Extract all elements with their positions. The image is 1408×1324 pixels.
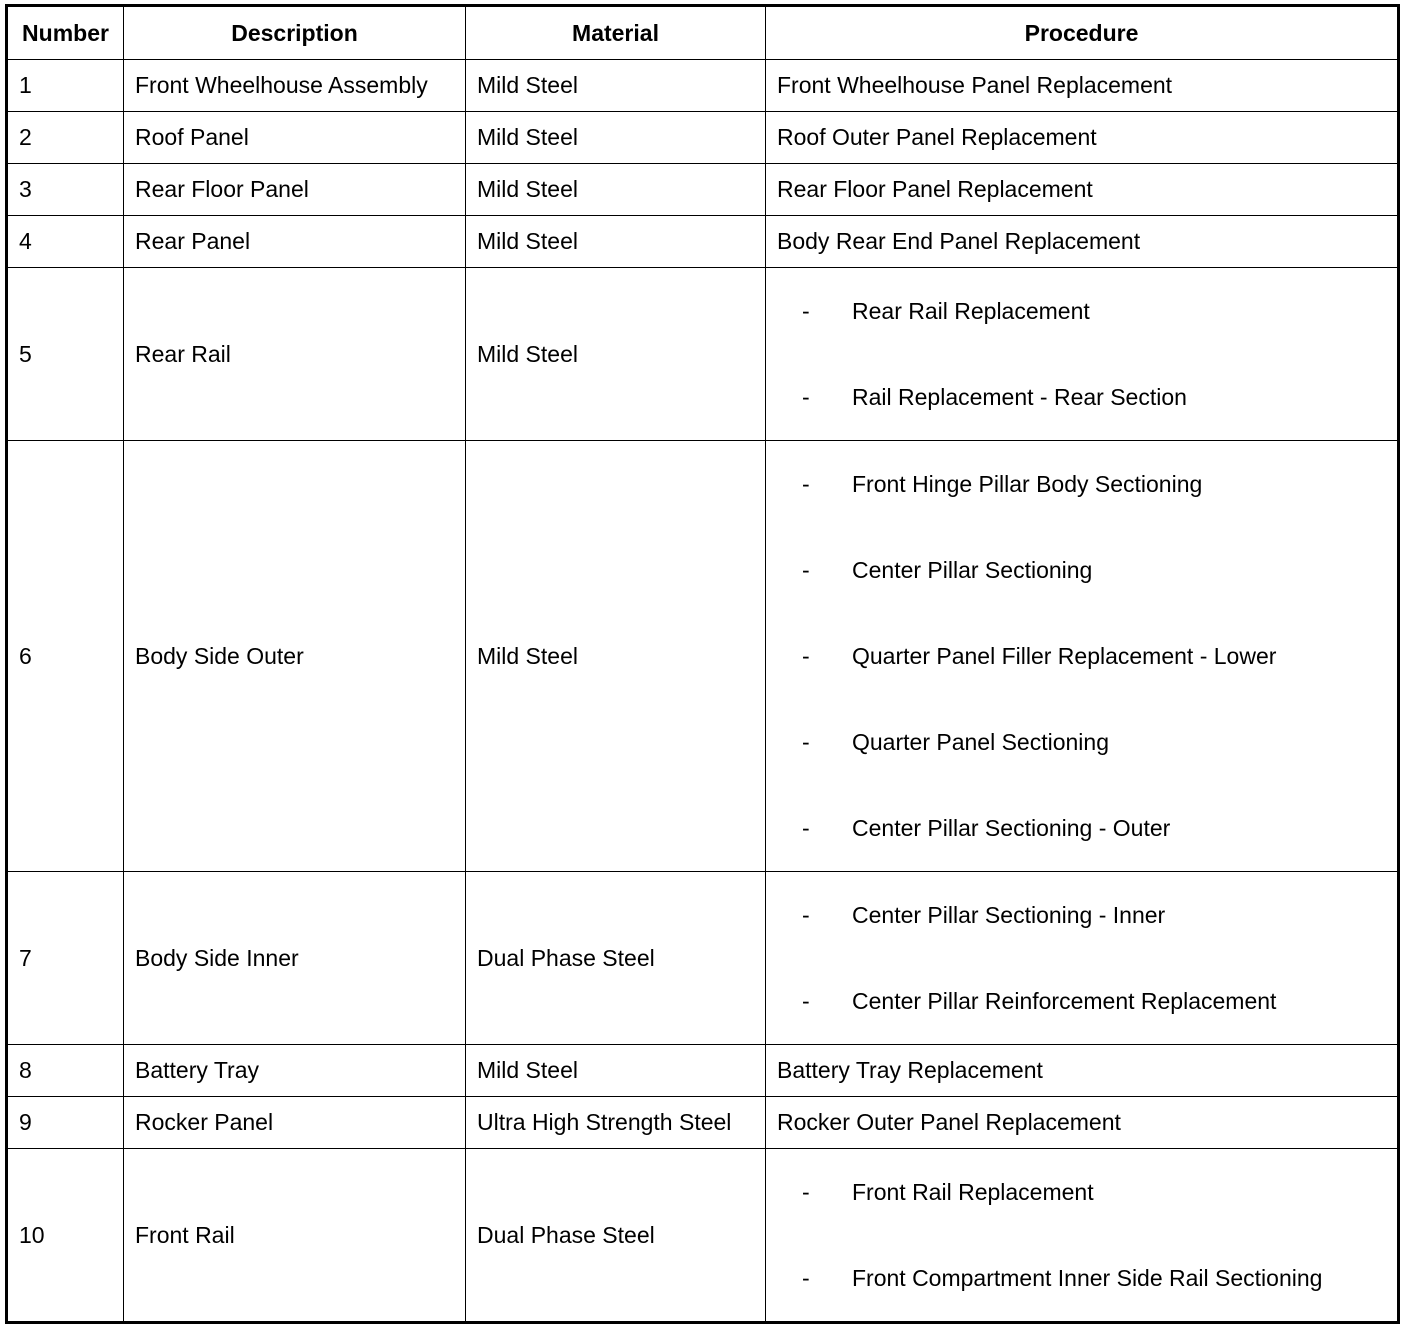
procedure-item-label: Front Hinge Pillar Body Sectioning	[852, 471, 1203, 497]
procedure-item-label: Rail Replacement - Rear Section	[852, 384, 1187, 410]
parts-table	[5, 4, 1400, 1324]
cell-description: Body Side Inner	[124, 872, 466, 1045]
header-number: Number	[7, 6, 124, 60]
cell-number: 5	[7, 268, 124, 441]
bullet-dash: -	[802, 557, 810, 583]
cell-description: Roof Panel	[124, 112, 466, 164]
cell-procedure-list	[766, 872, 1399, 1045]
table-row	[7, 1097, 1399, 1149]
cell-procedure: Battery Tray Replacement	[766, 1045, 1399, 1097]
cell-description: Rear Panel	[124, 216, 466, 268]
procedure-item-label: Quarter Panel Filler Replacement - Lower	[852, 643, 1277, 669]
cell-procedure: Roof Outer Panel Replacement	[766, 112, 1399, 164]
procedure-item	[777, 527, 1397, 613]
cell-number: 7	[7, 872, 124, 1045]
cell-procedure-list	[766, 1149, 1399, 1323]
cell-number: 1	[7, 60, 124, 112]
procedure-list	[777, 872, 1397, 1044]
bullet-dash: -	[802, 1179, 810, 1205]
procedure-item	[777, 872, 1397, 958]
cell-material: Mild Steel	[466, 112, 766, 164]
cell-description: Rear Floor Panel	[124, 164, 466, 216]
table-row	[7, 872, 1399, 1045]
bullet-dash: -	[802, 298, 810, 324]
cell-number: 6	[7, 441, 124, 872]
cell-number: 10	[7, 1149, 124, 1323]
table-row	[7, 112, 1399, 164]
procedure-list	[777, 1149, 1397, 1321]
procedure-item-label: Front Rail Replacement	[852, 1179, 1094, 1205]
procedure-item	[777, 958, 1397, 1044]
procedure-item	[777, 1149, 1397, 1235]
procedure-item	[777, 441, 1397, 527]
table-row	[7, 1045, 1399, 1097]
cell-material: Dual Phase Steel	[466, 1149, 766, 1323]
cell-procedure-list	[766, 268, 1399, 441]
header-material: Material	[466, 6, 766, 60]
bullet-dash: -	[802, 902, 810, 928]
cell-material: Ultra High Strength Steel	[466, 1097, 766, 1149]
procedure-item-label: Center Pillar Sectioning	[852, 557, 1093, 583]
cell-number: 8	[7, 1045, 124, 1097]
cell-material: Mild Steel	[466, 164, 766, 216]
cell-material: Mild Steel	[466, 268, 766, 441]
bullet-dash: -	[802, 643, 810, 669]
procedure-item	[777, 699, 1397, 785]
procedure-item	[777, 613, 1397, 699]
cell-material: Mild Steel	[466, 216, 766, 268]
cell-procedure: Body Rear End Panel Replacement	[766, 216, 1399, 268]
table-row	[7, 1149, 1399, 1323]
procedure-item	[777, 1235, 1397, 1321]
cell-description: Body Side Outer	[124, 441, 466, 872]
procedure-item	[777, 354, 1397, 440]
procedure-item	[777, 785, 1397, 871]
table-row	[7, 216, 1399, 268]
procedure-item-label: Rear Rail Replacement	[852, 298, 1090, 324]
cell-description: Rear Rail	[124, 268, 466, 441]
cell-description: Battery Tray	[124, 1045, 466, 1097]
header-procedure: Procedure	[766, 6, 1399, 60]
cell-procedure-list	[766, 441, 1399, 872]
procedure-item-label: Quarter Panel Sectioning	[852, 729, 1109, 755]
cell-material: Mild Steel	[466, 60, 766, 112]
cell-number: 4	[7, 216, 124, 268]
cell-procedure: Front Wheelhouse Panel Replacement	[766, 60, 1399, 112]
table-row	[7, 441, 1399, 872]
table-row	[7, 268, 1399, 441]
bullet-dash: -	[802, 988, 810, 1014]
cell-number: 9	[7, 1097, 124, 1149]
parts-table-container	[5, 4, 1397, 1291]
cell-description: Rocker Panel	[124, 1097, 466, 1149]
procedure-list	[777, 441, 1397, 871]
procedure-item-label: Center Pillar Reinforcement Replacement	[852, 988, 1277, 1014]
cell-number: 2	[7, 112, 124, 164]
cell-material: Mild Steel	[466, 441, 766, 872]
table-row	[7, 60, 1399, 112]
table-row	[7, 164, 1399, 216]
cell-description: Front Wheelhouse Assembly	[124, 60, 466, 112]
procedure-item-label: Center Pillar Sectioning - Outer	[852, 815, 1171, 841]
cell-procedure: Rocker Outer Panel Replacement	[766, 1097, 1399, 1149]
cell-material: Dual Phase Steel	[466, 872, 766, 1045]
bullet-dash: -	[802, 1265, 810, 1291]
procedure-item-label: Front Compartment Inner Side Rail Sectioning	[852, 1265, 1323, 1291]
cell-procedure: Rear Floor Panel Replacement	[766, 164, 1399, 216]
procedure-item-label: Center Pillar Sectioning - Inner	[852, 902, 1166, 928]
bullet-dash: -	[802, 815, 810, 841]
table-header-row	[7, 6, 1399, 60]
cell-number: 3	[7, 164, 124, 216]
header-description: Description	[124, 6, 466, 60]
cell-material: Mild Steel	[466, 1045, 766, 1097]
procedure-item	[777, 268, 1397, 354]
cell-description: Front Rail	[124, 1149, 466, 1323]
bullet-dash: -	[802, 384, 810, 410]
bullet-dash: -	[802, 471, 810, 497]
procedure-list	[777, 268, 1397, 440]
bullet-dash: -	[802, 729, 810, 755]
